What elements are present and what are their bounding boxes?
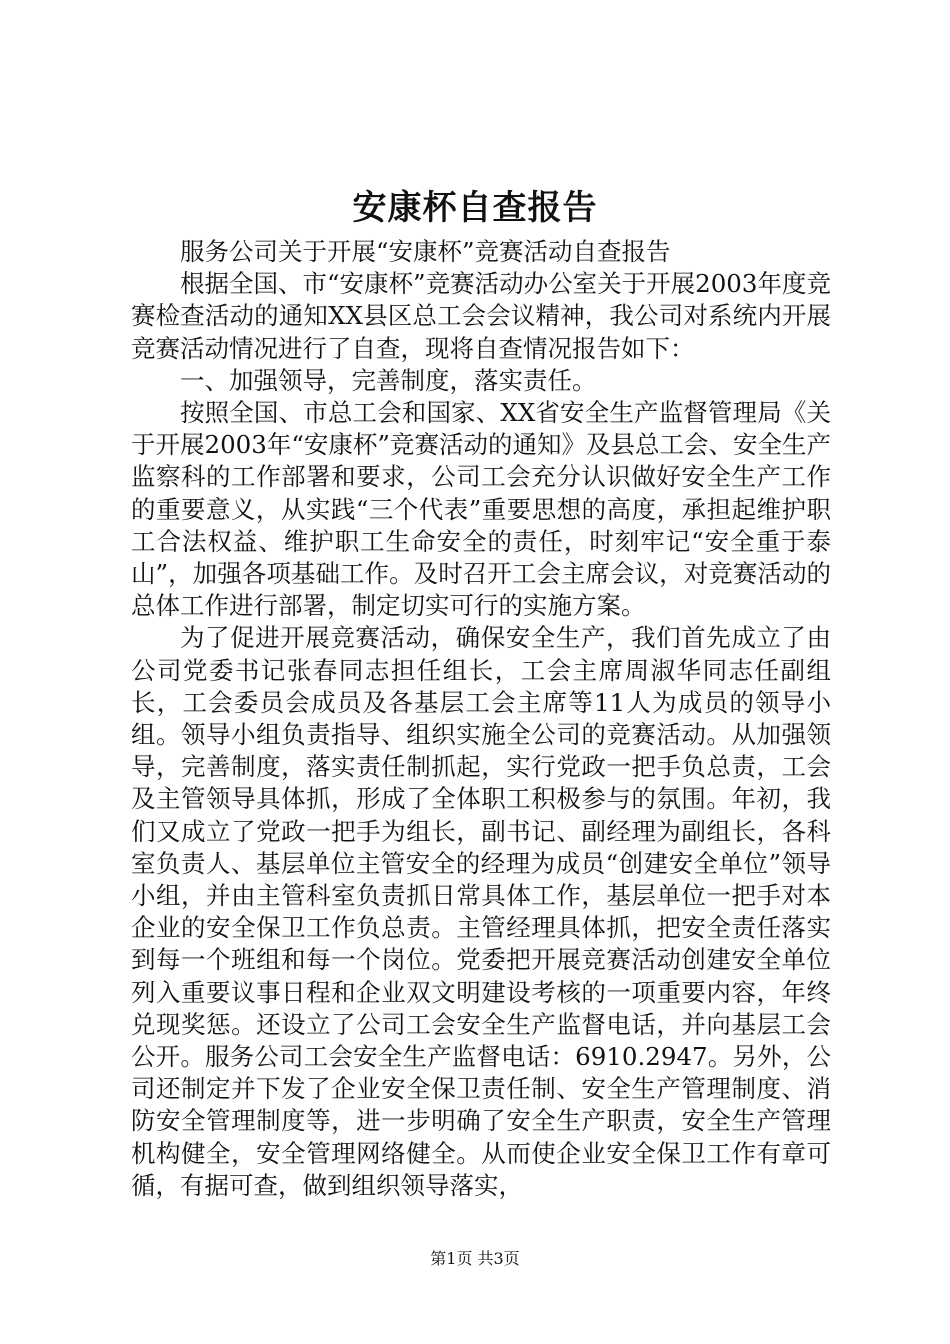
paragraph-intro: 根据全国、市“安康杯”竞赛活动办公室关于开展2003年度竞赛检查活动的通知XX县区总工会会议精神，我公司对系统内开展竞赛活动情况进行了自查，现将自查情况报告如下： [131, 269, 831, 363]
paragraph-body-1: 按照全国、市总工会和国家、XX省安全生产监督管理局《关于开展2003年“安康杯”竞赛活动的通知》及县总工会、安全生产监察科的工作部署和要求，公司工会充分认识做好安全生产工作的重要意义，从实践“三个代表”重要思想的高度，承担起维护职工合法权益、维护职工生命安全的责任，时刻牢记“安全重于泰山”，加强各项基础工作。及时召开工会主席会议，对竞赛活动的总体工作进行部署，制定切实可行的实施方案。 [131, 398, 831, 621]
paragraph-section-heading: 一、加强领导，完善制度，落实责任。 [180, 365, 597, 395]
paragraph-body-2: 为了促进开展竞赛活动，确保安全生产，我们首先成立了由公司党委书记张春同志担任组长，工会主席周淑华同志任副组长，工会委员会成员及各基层工会主席等11人为成员的领导小组。领导小组负责指导、组织实施全公司的竞赛活动。从加强领导，完善制度，落实责任制抓起，实行党政一把手负总责，工会及主管领导具体抓，形成了全体职工积极参与的氛围。年初，我们又成立了党政一把手为组长，副书记、副经理为副组长，各科室负责人、基层单位主管安全的经理为成员“创建安全单位”领导小组，并由主管科室负责抓日常具体工作，基层单位一把手对本企业的安全保卫工作负总责。主管经理具体抓，把安全责任落实到每一个班组和每一个岗位。党委把开展竞赛活动创建安全单位列入重要议事日程和企业双文明建设考核的一项重要内容，年终兑现奖惩。还设立了公司工会安全生产监督电话，并向基层工会公开。服务公司工会安全生产监督电话：6910.2947。另外，公司还制定并下发了企业安全保卫责任制、安全生产管理制度、消防安全管理制度等，进一步明确了安全生产职责，安全生产管理机构健全，安全管理网络健全。从而使企业安全保卫工作有章可循，有据可查，做到组织领导落实， [131, 623, 831, 1200]
paragraph-subtitle: 服务公司关于开展“安康杯”竞赛活动自查报告 [180, 237, 671, 266]
page-footer: 第1页 共3页 [430, 1249, 520, 1268]
document-title: 安康杯自查报告 [352, 188, 598, 228]
document-body [131, 236, 831, 1202]
